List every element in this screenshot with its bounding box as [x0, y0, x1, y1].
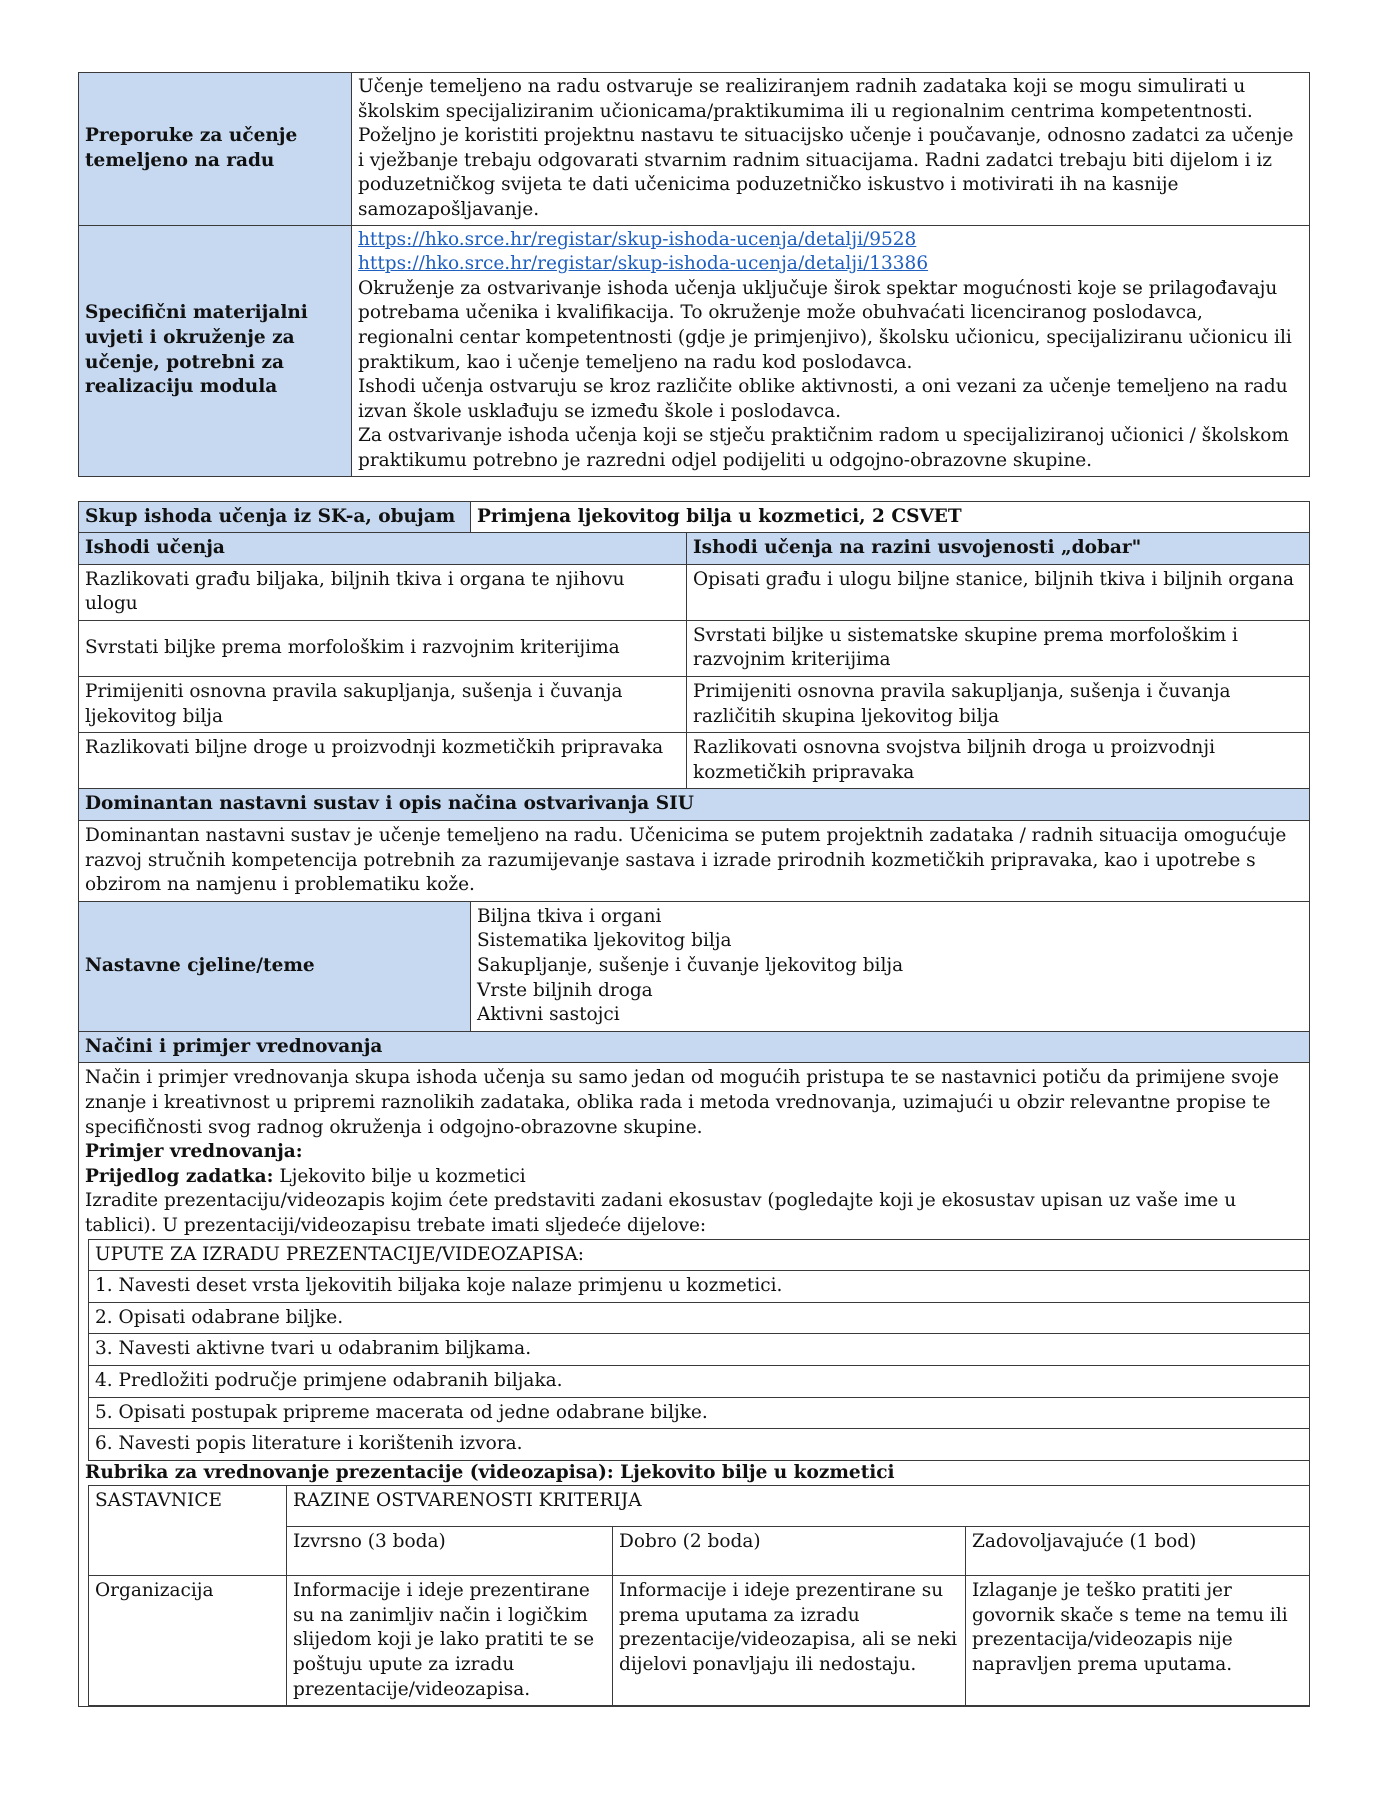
outcome-good: Svrstati biljke u sistematske skupine prema morfološkim i razvojnim kriterijima — [687, 620, 1310, 676]
module-info-table — [78, 72, 1310, 477]
document-page — [78, 72, 1310, 1707]
outcome: Razlikovati biljne droge u proizvodnji kozmetičkih pripravaka — [79, 733, 687, 789]
instruction-item: 5. Opisati postupak pripreme macerata od jedne odabrane biljke. — [89, 1397, 1310, 1429]
instructions-table — [88, 1239, 1310, 1461]
header-label: Skup ishoda učenja iz SK-a, obujam — [79, 501, 471, 533]
section-text: Dominantan nastavni sustav je učenje temeljeno na radu. Učenicima se putem projektnih zadataka / radnih situacija omogućuje razvoj stručnih kompetencija potrebnih za razumijevanje sastava i izrade prirodnih kozmetičkih pripravaka, kao i upotrebe s obzirom na namjenu i problematiku kože. — [79, 821, 1310, 902]
table-row — [79, 789, 1310, 821]
table-row — [79, 821, 1310, 902]
table-row — [79, 1063, 1310, 1707]
table-row — [79, 564, 1310, 620]
table-row — [89, 1334, 1310, 1366]
table-row — [89, 1429, 1310, 1461]
table-row — [79, 1031, 1310, 1063]
instruction-item: 1. Navesti deset vrsta ljekovitih biljaka koje nalaze primjenu u kozmetici. — [89, 1271, 1310, 1303]
column-title: Ishodi učenja — [79, 533, 687, 565]
topic-item: Vrste biljnih droga — [477, 979, 653, 1001]
level-header: Zadovoljavajuće (1 bod) — [966, 1527, 1310, 1576]
level-header: Dobro (2 boda) — [613, 1527, 966, 1576]
task-line — [85, 1165, 1303, 1190]
table-row — [89, 1365, 1310, 1397]
section-title: Načini i primjer vrednovanja — [79, 1031, 1310, 1063]
topic-item: Biljna tkiva i organi — [477, 905, 662, 927]
evaluation-content — [79, 1063, 1310, 1707]
instruction-item: 4. Predložiti područje primjene odabranih biljaka. — [89, 1365, 1310, 1397]
outcome: Razlikovati građu biljaka, biljnih tkiva i organa te njihovu ulogu — [79, 564, 687, 620]
header-value: Primjena ljekovitog bilja u kozmetici, 2 CSVET — [471, 501, 1310, 533]
table-row — [79, 620, 1310, 676]
outcome-good: Primijeniti osnovna pravila sakupljanja, sušenja i čuvanja različitih skupina ljekovitog bilja — [687, 677, 1310, 733]
column-title: Ishodi učenja na razini usvojenosti „dobar" — [687, 533, 1310, 565]
table-row — [79, 677, 1310, 733]
table-row — [89, 1486, 1310, 1527]
registry-link[interactable]: https://hko.srce.hr/registar/skup-ishoda-ucenja/detalji/9528 — [358, 228, 917, 250]
topics-label: Nastavne cjeline/teme — [79, 901, 471, 1031]
rubric-title: Rubrika za vrednovanje prezentacije (videozapisa): Ljekovito bilje u kozmetici — [85, 1461, 895, 1483]
table-row — [79, 501, 1310, 533]
eval-text: Način i primjer vrednovanja skupa ishoda učenja su samo jedan od mogućih pristupa te se nastavnici potiču da primijene svoje znanje i kreativnost u pripremi raznolikih zadataka, oblika rada i metoda vrednovanja, uzimajući u obzir relevantne propise te specifičnosti svog radnog okruženja i odgojno-obrazovne skupine. — [85, 1067, 1279, 1138]
outcome-good: Opisati građu i ulogu biljne stanice, biljnih tkiva i biljnih organa — [687, 564, 1310, 620]
topics-list — [471, 901, 1310, 1031]
learning-outcomes-table — [78, 501, 1310, 1708]
topic-item: Sistematika ljekovitog bilja — [477, 930, 732, 952]
topic-item: Aktivni sastojci — [477, 1004, 620, 1026]
component-name: Organizacija — [89, 1576, 287, 1706]
instruction-item: 2. Opisati odabrane biljke. — [89, 1302, 1310, 1334]
table-row — [79, 533, 1310, 565]
outcome: Svrstati biljke prema morfološkim i razvojnim kriterijima — [79, 620, 687, 676]
section-title: Dominantan nastavni sustav i opis načina ostvarivanja SIU — [79, 789, 1310, 821]
row-label: Preporuke za učenje temeljeno na radu — [79, 73, 352, 226]
outcome: Primijeniti osnovna pravila sakupljanja, sušenja i čuvanja ljekovitog bilja — [79, 677, 687, 733]
example-title: Primjer vrednovanja: — [85, 1141, 303, 1163]
rubric-table — [88, 1485, 1310, 1706]
table-row — [89, 1271, 1310, 1303]
table-row — [79, 733, 1310, 789]
registry-link[interactable]: https://hko.srce.hr/registar/skup-ishoda-ucenja/detalji/13386 — [358, 253, 929, 275]
outcome-good: Razlikovati osnovna svojstva biljnih droga u proizvodnji kozmetičkih pripravaka — [687, 733, 1310, 789]
table-row — [79, 73, 1310, 226]
task-text: Izradite prezentaciju/videozapis kojim ćete predstaviti zadani ekosustav (pogledajte koji je ekosustav upisan uz vaše ime u tablici). U prezentaciji/videozapisu trebate imati sljedeće dijelove: — [85, 1190, 1237, 1236]
table-row — [89, 1576, 1310, 1706]
table-row — [79, 901, 1310, 1031]
level-header: Izvrsno (3 boda) — [287, 1527, 613, 1576]
instruction-item: UPUTE ZA IZRADU PREZENTACIJE/VIDEOZAPISA: — [89, 1239, 1310, 1271]
topic-item: Sakupljanje, sušenje i čuvanje ljekovitog bilja — [477, 955, 904, 976]
task-value: Ljekovito bilje u kozmetici — [273, 1165, 526, 1187]
task-label: Prijedlog zadatka: — [85, 1165, 274, 1187]
rubric-cell: Informacije i ideje prezentirane su na zanimljiv način i logičkim slijedom koji je lako pratiti te se poštuju upute za izradu prezentacije/videozapisa. — [287, 1576, 613, 1706]
table-row — [89, 1302, 1310, 1334]
instruction-item: 6. Navesti popis literature i korištenih izvora. — [89, 1429, 1310, 1461]
table-row — [79, 225, 1310, 476]
paragraph: Okruženje za ostvarivanje ishoda učenja uključuje širok spektar mogućnosti koje se prilagođavaju potrebama učenika i kvalifikacija. To okruženje može obuhvaćati licenciranog poslodavca, regionalni centar kompetentnosti (gdje je primjenjivo), školsku učionicu, specijaliziranu učionicu ili praktikum, kao i učenje temeljeno na radu kod poslodavca. — [358, 277, 1292, 373]
rubric-cell: Informacije i ideje prezentirane su prema uputama za izradu prezentacije/videozapisa, ali se neki dijelovi ponavljaju ili nedostaju. — [613, 1576, 966, 1706]
components-label: SASTAVNICE — [89, 1486, 287, 1576]
levels-label: RAZINE OSTVARENOSTI KRITERIJA — [287, 1486, 1310, 1527]
row-content — [352, 225, 1310, 476]
paragraph: Ishodi učenja ostvaruju se kroz različite oblike aktivnosti, a oni vezani za učenje temeljeno na radu izvan škole usklađuju se između škole i poslodavca. — [358, 376, 1288, 422]
paragraph: Za ostvarivanje ishoda učenja koji se stječu praktičnim radom u specijaliziranoj učionici / školskom praktikumu potrebno je razredni odjel podijeliti u odgojno-obrazovne skupine. — [358, 425, 1289, 471]
rubric-cell: Izlaganje je teško pratiti jer govornik skače s teme na temu ili prezentacija/videozapis nije napravljen prema uputama. — [966, 1576, 1310, 1706]
row-text: Učenje temeljeno na radu ostvaruje se realiziranjem radnih zadataka koji se mogu simulirati u školskim specijaliziranim učionicama/praktikumima ili u regionalnim centrima kompetentnosti. Poželjno je koristiti projektnu nastavu te situacijsko učenje i poučavanje, odnosno zadatci za učenje i vježbanje trebaju odgovarati stvarnim radnim situacijama. Radni zadatci trebaju biti dijelom i iz poduzetničkog svijeta te dati učenicima poduzetničko iskustvo i motivirati ih na kasnije samozapošljavanje. — [352, 73, 1310, 226]
instruction-item: 3. Navesti aktivne tvari u odabranim biljkama. — [89, 1334, 1310, 1366]
table-row — [89, 1397, 1310, 1429]
row-label: Specifični materijalni uvjeti i okruženje za učenje, potrebni za realizaciju modula — [79, 225, 352, 476]
table-row — [89, 1239, 1310, 1271]
